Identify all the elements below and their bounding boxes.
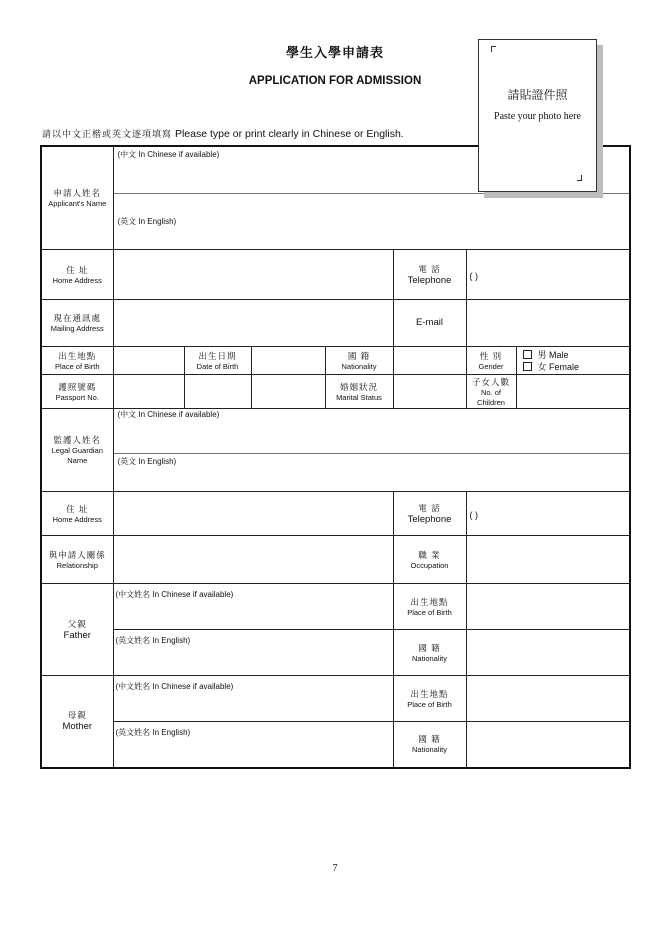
mother-place-of-birth-field[interactable] bbox=[466, 676, 630, 722]
passport-field-1[interactable] bbox=[113, 375, 184, 409]
nationality-label: 國 籍 Nationality bbox=[325, 347, 393, 375]
mother-chinese-name-field[interactable] bbox=[113, 676, 393, 722]
gender-male-option[interactable]: 男 Male bbox=[517, 349, 630, 361]
relationship-field[interactable] bbox=[113, 536, 393, 584]
guardian-home-address-field[interactable] bbox=[113, 492, 393, 536]
mother-place-of-birth-label: 出生地點 Place of Birth bbox=[393, 676, 466, 722]
instruction-english: Please type or print clearly in Chinese or English. bbox=[174, 128, 404, 140]
form-title-english: APPLICATION FOR ADMISSION bbox=[248, 75, 422, 87]
father-label: 父親 Father bbox=[41, 584, 113, 676]
corner-mark-icon bbox=[577, 175, 582, 181]
marital-status-field[interactable] bbox=[393, 375, 466, 409]
father-chinese-name-field[interactable] bbox=[113, 584, 393, 630]
place-of-birth-field[interactable] bbox=[113, 347, 184, 375]
date-of-birth-label: 出生日期 Date of Birth bbox=[184, 347, 251, 375]
telephone-label: 電 話 Telephone bbox=[393, 250, 466, 300]
guardian-home-address-label: 住 址 Home Address bbox=[41, 492, 113, 536]
guardian-telephone-label: 電 話 Telephone bbox=[393, 492, 466, 536]
father-english-name-field[interactable] bbox=[113, 630, 393, 676]
gender-female-option[interactable]: 女 Female bbox=[517, 361, 630, 373]
father-place-of-birth-field[interactable] bbox=[466, 584, 630, 630]
mother-english-name-field[interactable] bbox=[113, 722, 393, 768]
guardian-name-label: 監護人姓名 Legal Guardian Name bbox=[41, 409, 113, 492]
passport-field-2[interactable] bbox=[184, 375, 251, 409]
father-place-of-birth-label: 出生地點 Place of Birth bbox=[393, 584, 466, 630]
passport-label: 護照號碼 Passport No. bbox=[41, 375, 113, 409]
email-label: E-mail bbox=[393, 300, 466, 347]
mother-label: 母親 Mother bbox=[41, 676, 113, 768]
mother-nationality-label: 國 籍 Nationality bbox=[393, 722, 466, 768]
gender-label: 性 別 Gender bbox=[466, 347, 516, 375]
occupation-field[interactable] bbox=[466, 536, 630, 584]
mother-nationality-field[interactable] bbox=[466, 722, 630, 768]
field-divider bbox=[114, 453, 630, 454]
hint-english: (英文 In English) bbox=[117, 217, 177, 226]
relationship-label: 與申請人關係 Relationship bbox=[41, 536, 113, 584]
photo-label-chinese: 請貼證件照 bbox=[507, 88, 568, 102]
instruction-text bbox=[42, 127, 404, 140]
applicant-name-label: 申請人姓名 Applicant's Name bbox=[41, 146, 113, 250]
corner-mark-icon bbox=[491, 46, 496, 52]
place-of-birth-label: 出生地點 Place of Birth bbox=[41, 347, 113, 375]
guardian-name-field[interactable] bbox=[113, 409, 630, 492]
passport-field-3[interactable] bbox=[251, 375, 325, 409]
application-form-table bbox=[40, 145, 631, 769]
hint-chinese-name: (中文姓名 In Chinese if available) bbox=[115, 590, 234, 599]
hint-english-name: (英文姓名 In English) bbox=[115, 636, 191, 645]
father-nationality-label: 國 籍 Nationality bbox=[393, 630, 466, 676]
children-label: 子女人數 No. of Children bbox=[466, 375, 516, 409]
mailing-address-label: 現在通訊處 Mailing Address bbox=[41, 300, 113, 347]
home-address-field[interactable] bbox=[113, 250, 393, 300]
father-nationality-field[interactable] bbox=[466, 630, 630, 676]
nationality-field[interactable] bbox=[393, 347, 466, 375]
occupation-label: 職 業 Occupation bbox=[393, 536, 466, 584]
photo-box[interactable] bbox=[478, 39, 597, 192]
hint-chinese-name: (中文姓名 In Chinese if available) bbox=[115, 682, 234, 691]
email-field[interactable] bbox=[466, 300, 630, 347]
female-checkbox[interactable] bbox=[523, 362, 532, 371]
male-checkbox[interactable] bbox=[523, 350, 532, 359]
date-of-birth-field[interactable] bbox=[251, 347, 325, 375]
hint-chinese: (中文 In Chinese if available) bbox=[117, 410, 220, 419]
gender-options bbox=[516, 347, 630, 375]
marital-status-label: 婚姻狀況 Marital Status bbox=[325, 375, 393, 409]
hint-english-name: (英文姓名 In English) bbox=[115, 728, 191, 737]
home-address-label: 住 址 Home Address bbox=[41, 250, 113, 300]
hint-chinese: (中文 In Chinese if available) bbox=[117, 150, 220, 159]
mailing-address-field[interactable] bbox=[113, 300, 393, 347]
guardian-telephone-field[interactable]: ( ) bbox=[466, 492, 630, 536]
photo-label-english: Paste your photo here bbox=[494, 111, 581, 122]
instruction-chinese: 請以中文正楷或英文逐項填寫 bbox=[42, 129, 173, 139]
telephone-field[interactable]: ( ) bbox=[466, 250, 630, 300]
form-title-chinese: 學生入學申請表 bbox=[285, 46, 384, 61]
children-field[interactable] bbox=[516, 375, 630, 409]
hint-english: (英文 In English) bbox=[117, 457, 177, 466]
page-number: 7 bbox=[332, 863, 338, 874]
